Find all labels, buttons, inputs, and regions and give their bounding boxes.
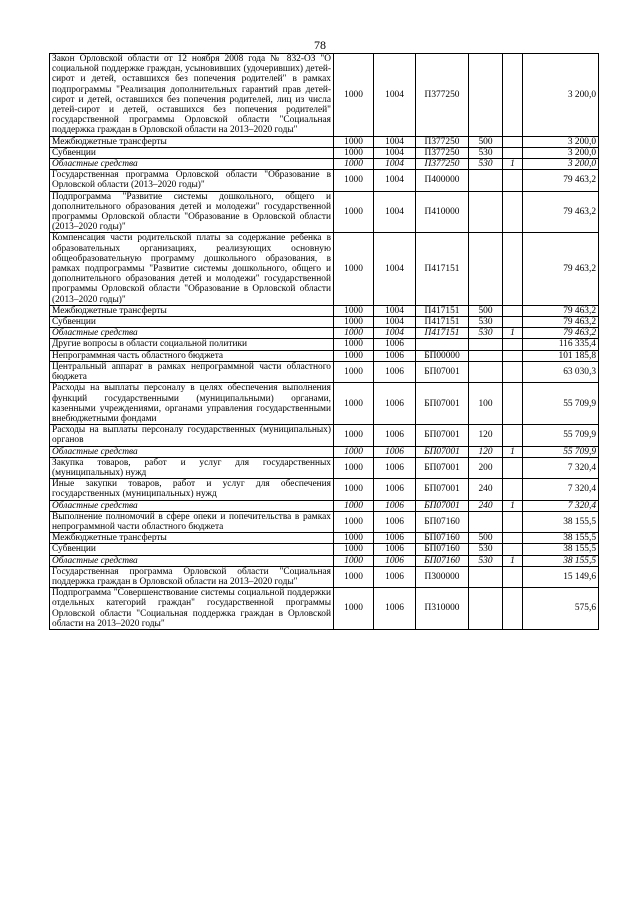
- row-subsection-code: 1006: [374, 425, 416, 446]
- row-funding-source: [503, 147, 523, 158]
- row-funding-source: [503, 339, 523, 350]
- row-target-article: П377250: [416, 136, 469, 147]
- row-target-article: БП07160: [416, 555, 469, 566]
- row-subsection-code: 1006: [374, 588, 416, 630]
- row-name: Закон Орловской области от 12 ноября 2008 года № 832-ОЗ "О социальной поддержке граждан, усыновивших (удочеривших) детей-сирот и детей, оставшихся без попечения родителей" в рамках подпрограммы "Реализация дополнительных гарантий прав детей-сирот и детей, оставшихся без попечения родителей, лиц из числа детей-сирот и детей, оставшихся без попечения родителей" государственной программы Орловской области "Социальная поддержка граждан в Орловской области на 2013–2020 годы": [50, 54, 334, 137]
- row-name: Расходы на выплаты персоналу государственных (муниципальных) органов: [50, 425, 334, 446]
- row-subsection-code: 1006: [374, 446, 416, 457]
- row-name: Выполнение полномочий в сфере опеки и попечительства в рамках непрограммной части областного бюджета: [50, 511, 334, 532]
- row-subsection-code: 1006: [374, 383, 416, 425]
- row-subsection-code: 1006: [374, 511, 416, 532]
- table-row: [50, 159, 599, 170]
- table-row: [50, 566, 599, 587]
- row-funding-source: [503, 54, 523, 137]
- table-row: [50, 233, 599, 305]
- row-subsection-code: 1006: [374, 555, 416, 566]
- row-name: Областные средства: [50, 328, 334, 339]
- row-funding-source: [503, 305, 523, 316]
- row-expense-type: 530: [469, 544, 503, 555]
- row-section-code: 1000: [334, 566, 374, 587]
- row-name: Субвенции: [50, 317, 334, 328]
- row-section-code: 1000: [334, 147, 374, 158]
- row-amount: 79 463,2: [523, 328, 599, 339]
- row-funding-source: [503, 533, 523, 544]
- row-section-code: 1000: [334, 339, 374, 350]
- row-section-code: 1000: [334, 54, 374, 137]
- row-amount: 575,6: [523, 588, 599, 630]
- row-expense-type: 530: [469, 147, 503, 158]
- row-amount: 63 030,3: [523, 361, 599, 382]
- row-name: Межбюджетные трансферты: [50, 136, 334, 147]
- row-expense-type: 120: [469, 425, 503, 446]
- row-section-code: 1000: [334, 544, 374, 555]
- row-target-article: [416, 339, 469, 350]
- row-funding-source: [503, 457, 523, 478]
- row-funding-source: [503, 566, 523, 587]
- row-subsection-code: 1006: [374, 533, 416, 544]
- row-amount: 79 463,2: [523, 191, 599, 233]
- row-subsection-code: 1004: [374, 305, 416, 316]
- row-subsection-code: 1004: [374, 136, 416, 147]
- row-section-code: 1000: [334, 457, 374, 478]
- table-row: [50, 500, 599, 511]
- row-section-code: 1000: [334, 159, 374, 170]
- table-row: [50, 555, 599, 566]
- table-row: [50, 328, 599, 339]
- row-target-article: БП07001: [416, 446, 469, 457]
- row-expense-type: 120: [469, 446, 503, 457]
- row-section-code: 1000: [334, 361, 374, 382]
- row-funding-source: [503, 588, 523, 630]
- row-section-code: 1000: [334, 555, 374, 566]
- row-name: Центральный аппарат в рамках непрограммной части областного бюджета: [50, 361, 334, 382]
- row-amount: 55 709,9: [523, 383, 599, 425]
- row-section-code: 1000: [334, 350, 374, 361]
- row-target-article: БП07001: [416, 383, 469, 425]
- row-target-article: БП07160: [416, 533, 469, 544]
- row-target-article: П417151: [416, 317, 469, 328]
- table-row: [50, 446, 599, 457]
- row-name: Подпрограмма "Развитие системы дошкольного, общего и дополнительного образования детей и молодежи" государственной программы Орловской области "Образование в Орловской области (2013–2020 годы)": [50, 191, 334, 233]
- row-expense-type: [469, 511, 503, 532]
- row-section-code: 1000: [334, 425, 374, 446]
- row-amount: 79 463,2: [523, 233, 599, 305]
- row-section-code: 1000: [334, 317, 374, 328]
- row-expense-type: 530: [469, 317, 503, 328]
- row-funding-source: [503, 191, 523, 233]
- row-amount: 3 200,0: [523, 54, 599, 137]
- row-funding-source: [503, 317, 523, 328]
- row-name: Государственная программа Орловской области "Социальная поддержка граждан в Орловской области на 2013–2020 годы": [50, 566, 334, 587]
- row-expense-type: [469, 361, 503, 382]
- row-subsection-code: 1006: [374, 350, 416, 361]
- row-subsection-code: 1006: [374, 479, 416, 500]
- row-name: Межбюджетные трансферты: [50, 533, 334, 544]
- row-section-code: 1000: [334, 136, 374, 147]
- row-name: Компенсация части родительской платы за содержание ребенка в образовательных организациях, реализующих основную общеобразовательную программу дошкольного образования, в рамках подпрограммы "Развитие системы дошкольного, общего и дополнительного образования детей и молодежи" государственной программы Орловской области "Образование в Орловской области (2013–2020 годы)": [50, 233, 334, 305]
- row-amount: 38 155,5: [523, 555, 599, 566]
- row-expense-type: 500: [469, 136, 503, 147]
- table-row: [50, 317, 599, 328]
- row-funding-source: [503, 425, 523, 446]
- row-subsection-code: 1004: [374, 328, 416, 339]
- row-expense-type: [469, 350, 503, 361]
- row-target-article: П300000: [416, 566, 469, 587]
- row-target-article: БП07001: [416, 479, 469, 500]
- row-amount: 38 155,5: [523, 511, 599, 532]
- row-subsection-code: 1006: [374, 544, 416, 555]
- row-name: Областные средства: [50, 446, 334, 457]
- row-section-code: 1000: [334, 479, 374, 500]
- row-section-code: 1000: [334, 170, 374, 191]
- row-subsection-code: 1004: [374, 233, 416, 305]
- row-funding-source: 1: [503, 555, 523, 566]
- row-target-article: П400000: [416, 170, 469, 191]
- row-name: Областные средства: [50, 159, 334, 170]
- row-target-article: БП07160: [416, 511, 469, 532]
- row-section-code: 1000: [334, 233, 374, 305]
- row-section-code: 1000: [334, 500, 374, 511]
- row-expense-type: 100: [469, 383, 503, 425]
- table-row: [50, 479, 599, 500]
- row-expense-type: 240: [469, 500, 503, 511]
- row-subsection-code: 1006: [374, 500, 416, 511]
- row-target-article: П377250: [416, 159, 469, 170]
- row-funding-source: [503, 383, 523, 425]
- row-subsection-code: 1006: [374, 566, 416, 587]
- row-amount: 101 185,8: [523, 350, 599, 361]
- row-amount: 3 200,0: [523, 159, 599, 170]
- table-row: [50, 544, 599, 555]
- row-expense-type: 240: [469, 479, 503, 500]
- row-section-code: 1000: [334, 328, 374, 339]
- row-target-article: П410000: [416, 191, 469, 233]
- row-target-article: П377250: [416, 147, 469, 158]
- row-subsection-code: 1004: [374, 317, 416, 328]
- row-section-code: 1000: [334, 446, 374, 457]
- row-name: Непрограммная часть областного бюджета: [50, 350, 334, 361]
- row-name: Субвенции: [50, 147, 334, 158]
- row-amount: 7 320,4: [523, 500, 599, 511]
- row-funding-source: [503, 136, 523, 147]
- row-name: Закупка товаров, работ и услуг для государственных (муниципальных) нужд: [50, 457, 334, 478]
- row-target-article: П417151: [416, 305, 469, 316]
- row-funding-source: [503, 511, 523, 532]
- table-row: [50, 147, 599, 158]
- row-amount: 38 155,5: [523, 533, 599, 544]
- table-row: [50, 457, 599, 478]
- table-row: [50, 350, 599, 361]
- row-amount: 7 320,4: [523, 479, 599, 500]
- row-amount: 55 709,9: [523, 425, 599, 446]
- table-row: [50, 136, 599, 147]
- row-amount: 79 463,2: [523, 305, 599, 316]
- row-funding-source: [503, 350, 523, 361]
- table-row: [50, 54, 599, 137]
- budget-table-body: [50, 54, 599, 630]
- row-subsection-code: 1004: [374, 159, 416, 170]
- table-row: [50, 191, 599, 233]
- row-section-code: 1000: [334, 533, 374, 544]
- row-funding-source: 1: [503, 446, 523, 457]
- row-name: Областные средства: [50, 555, 334, 566]
- row-expense-type: [469, 233, 503, 305]
- row-amount: 79 463,2: [523, 317, 599, 328]
- row-funding-source: [503, 361, 523, 382]
- row-target-article: БП07001: [416, 425, 469, 446]
- table-row: [50, 170, 599, 191]
- row-amount: 79 463,2: [523, 170, 599, 191]
- row-funding-source: 1: [503, 500, 523, 511]
- row-name: Межбюджетные трансферты: [50, 305, 334, 316]
- budget-table: [49, 53, 599, 630]
- row-target-article: БП07001: [416, 457, 469, 478]
- row-expense-type: [469, 54, 503, 137]
- row-funding-source: [503, 544, 523, 555]
- row-name: Расходы на выплаты персоналу в целях обеспечения выполнения функций государственными (муниципальными) органами, казенными учреждениями, органами управления государственными внебюджетными фондами: [50, 383, 334, 425]
- row-name: Субвенции: [50, 544, 334, 555]
- row-expense-type: [469, 170, 503, 191]
- row-subsection-code: 1004: [374, 170, 416, 191]
- row-section-code: 1000: [334, 305, 374, 316]
- row-name: Другие вопросы в области социальной политики: [50, 339, 334, 350]
- row-target-article: БП00000: [416, 350, 469, 361]
- row-subsection-code: 1006: [374, 361, 416, 382]
- row-funding-source: [503, 479, 523, 500]
- row-name: Областные средства: [50, 500, 334, 511]
- row-target-article: БП07001: [416, 361, 469, 382]
- row-subsection-code: 1004: [374, 54, 416, 137]
- row-target-article: БП07001: [416, 500, 469, 511]
- row-section-code: 1000: [334, 588, 374, 630]
- table-row: [50, 361, 599, 382]
- row-funding-source: [503, 170, 523, 191]
- row-amount: 38 155,5: [523, 544, 599, 555]
- row-expense-type: 500: [469, 305, 503, 316]
- row-section-code: 1000: [334, 191, 374, 233]
- row-amount: 15 149,6: [523, 566, 599, 587]
- row-subsection-code: 1004: [374, 191, 416, 233]
- row-amount: 116 335,4: [523, 339, 599, 350]
- table-row: [50, 425, 599, 446]
- row-expense-type: [469, 566, 503, 587]
- row-expense-type: 200: [469, 457, 503, 478]
- row-expense-type: 530: [469, 328, 503, 339]
- row-section-code: 1000: [334, 511, 374, 532]
- row-amount: 3 200,0: [523, 147, 599, 158]
- row-subsection-code: 1004: [374, 147, 416, 158]
- row-funding-source: 1: [503, 159, 523, 170]
- table-row: [50, 533, 599, 544]
- table-row: [50, 305, 599, 316]
- row-section-code: 1000: [334, 383, 374, 425]
- table-row: [50, 588, 599, 630]
- row-amount: 55 709,9: [523, 446, 599, 457]
- table-row: [50, 339, 599, 350]
- row-name: Подпрограмма "Совершенствование системы социальной поддержки отдельных категорий граждан" государственной программы Орловской области "Социальная поддержка граждан в Орловской области на 2013–2020 годы": [50, 588, 334, 630]
- row-amount: 7 320,4: [523, 457, 599, 478]
- row-expense-type: [469, 339, 503, 350]
- row-subsection-code: 1006: [374, 457, 416, 478]
- row-expense-type: 500: [469, 533, 503, 544]
- row-expense-type: 530: [469, 555, 503, 566]
- table-row: [50, 383, 599, 425]
- row-amount: 3 200,0: [523, 136, 599, 147]
- row-subsection-code: 1006: [374, 339, 416, 350]
- row-expense-type: [469, 191, 503, 233]
- row-expense-type: 530: [469, 159, 503, 170]
- row-target-article: БП07160: [416, 544, 469, 555]
- row-target-article: П417151: [416, 328, 469, 339]
- row-funding-source: 1: [503, 328, 523, 339]
- row-target-article: П310000: [416, 588, 469, 630]
- page-number: 78: [314, 38, 326, 52]
- table-row: [50, 511, 599, 532]
- row-target-article: П377250: [416, 54, 469, 137]
- row-funding-source: [503, 233, 523, 305]
- row-name: Иные закупки товаров, работ и услуг для обеспечения государственных (муниципальных) нужд: [50, 479, 334, 500]
- row-expense-type: [469, 588, 503, 630]
- row-target-article: П417151: [416, 233, 469, 305]
- row-name: Государственная программа Орловской области "Образование в Орловской области (2013–2020 годы)": [50, 170, 334, 191]
